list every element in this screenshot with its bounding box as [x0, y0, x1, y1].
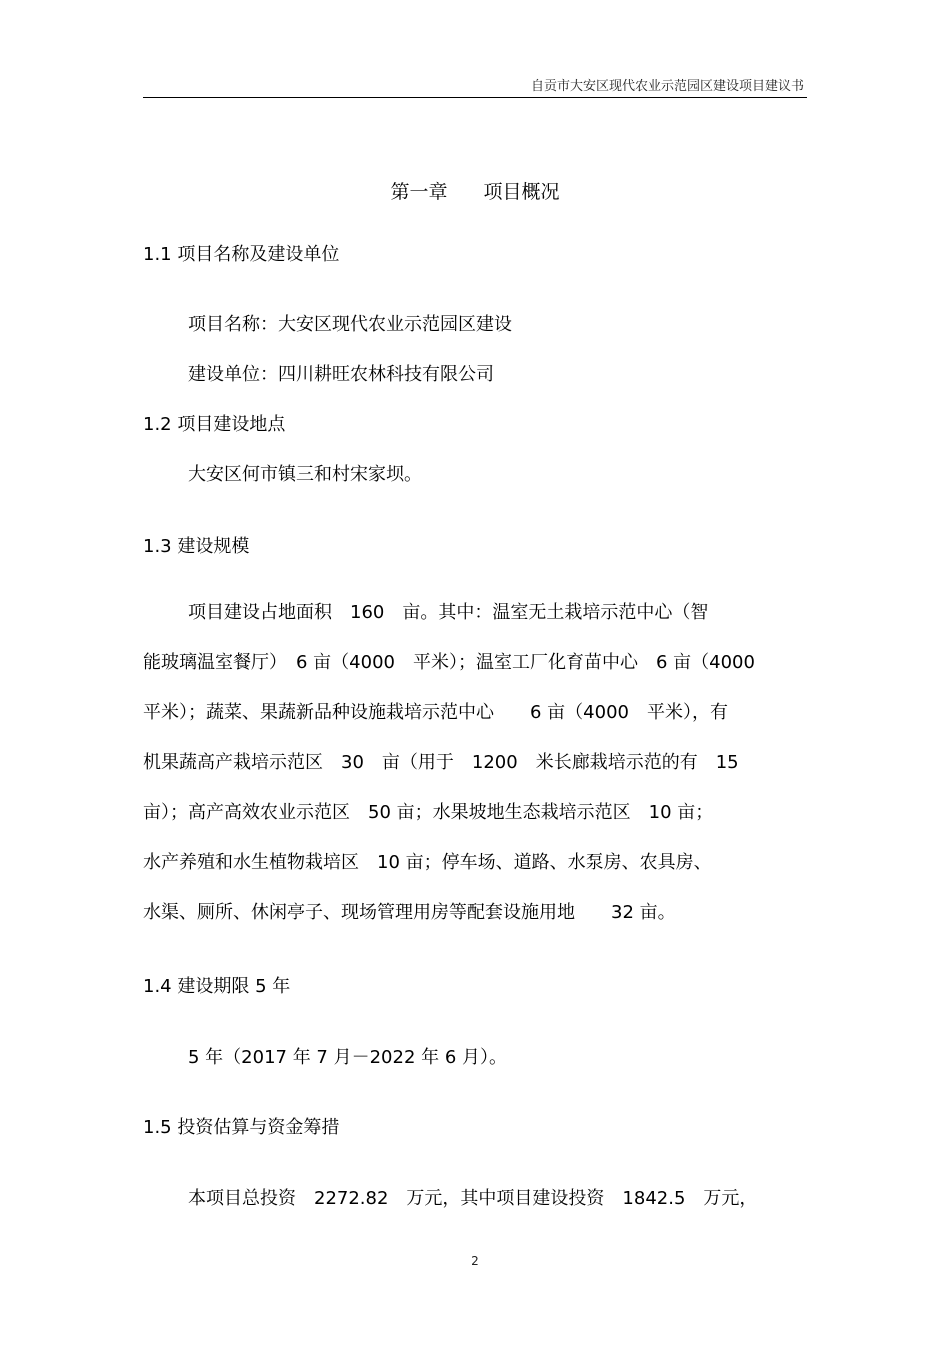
builder-line: 建设单位：四川耕旺农林科技有限公司: [188, 364, 494, 385]
chapter-name: 项目概况: [483, 181, 560, 203]
running-header-title: 自贡市大安区现代农业示范园区建设项目建议书: [530, 79, 804, 94]
page-number: 2: [471, 1254, 479, 1268]
project-name-line: 项目名称：大安区现代农业示范园区建设: [188, 314, 512, 335]
investment-line: 本项目总投资 2272.82 万元，其中项目建设投资 1842.5 万元，: [188, 1188, 758, 1209]
section-heading-1-1: 1.1 项目名称及建设单位: [143, 244, 340, 265]
section-heading-1-3: 1.3 建设规模: [143, 536, 250, 557]
section-heading-1-5: 1.5 投资估算与资金筹措: [143, 1117, 340, 1138]
chapter-title: [0, 177, 950, 204]
paragraph-line: 能玻璃温室餐厅） 6 亩（4000 平米）；温室工厂化育苗中心 6 亩（4000: [143, 652, 755, 673]
paragraph-line: 机果蔬高产栽培示范区 30 亩（用于 1200 米长廊栽培示范的有 15: [143, 752, 739, 773]
period-line: 5 年（2017 年 7 月－2022 年 6 月）。: [188, 1047, 508, 1068]
paragraph-line: 水渠、厕所、休闲亭子、现场管理用房等配套设施用地 32 亩。: [143, 902, 676, 923]
paragraph-line: 水产养殖和水生植物栽培区 10 亩；停车场、道路、水泵房、农具房、: [143, 852, 712, 873]
paragraph-line: 项目建设占地面积 160 亩。其中：温室无土栽培示范中心（智: [188, 602, 709, 623]
scale-paragraph: [143, 588, 807, 938]
chapter-number: 第一章: [390, 181, 448, 203]
section-heading-1-4: 1.4 建设期限 5 年: [143, 976, 291, 997]
paragraph-line: 平米）；蔬菜、果蔬新品种设施栽培示范中心 6 亩（4000 平米），有: [143, 702, 728, 723]
paragraph-line: 亩）；高产高效农业示范区 50 亩；水果坡地生态栽培示范区 10 亩；: [143, 802, 714, 823]
location-line: 大安区何市镇三和村宋家坝。: [188, 464, 422, 485]
header-rule: [143, 97, 807, 98]
section-heading-1-2: 1.2 项目建设地点: [143, 414, 286, 435]
